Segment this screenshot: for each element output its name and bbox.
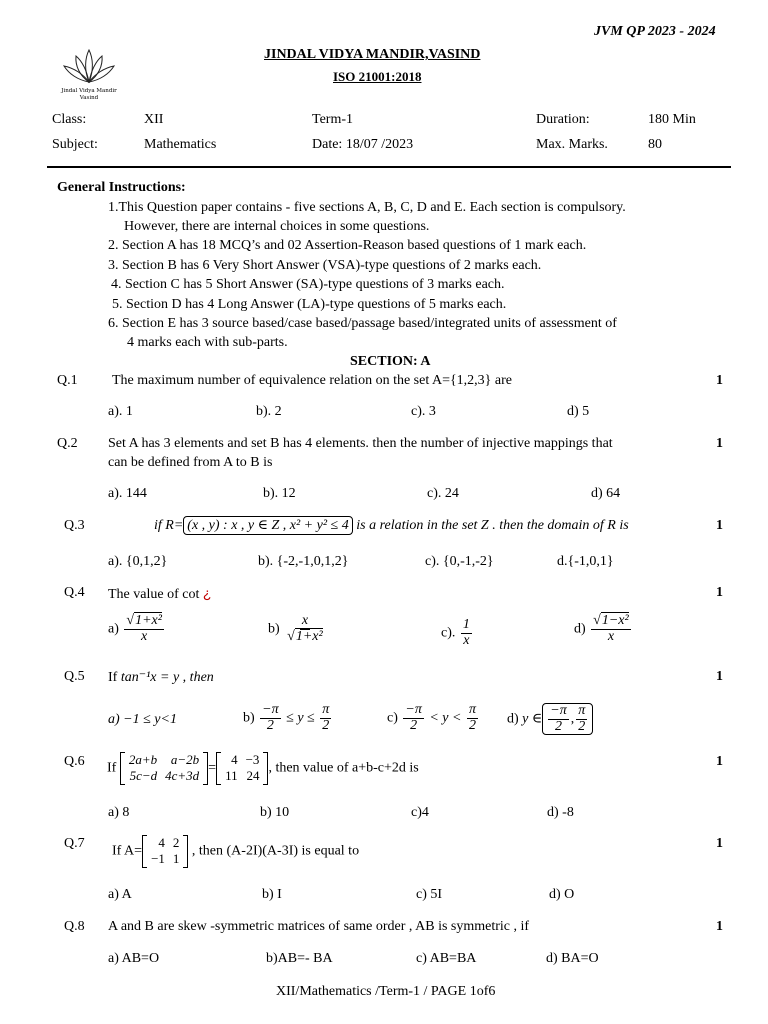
q8-number: Q.8: [64, 919, 85, 934]
q5-number: Q.5: [64, 669, 85, 684]
q8-text: A and B are skew -symmetric matrices of same order , AB is symmetric , if: [108, 919, 530, 934]
instruction-1: 1.This Question paper contains - five sections A, B, C, D and E. Each section is compulsory.: [108, 200, 626, 215]
q2-text-1: Set A has 3 elements and set B has 4 elements. then the number of injective mappings that: [108, 436, 613, 451]
q3-suffix: is a relation in the set Z . then the domain of R is: [356, 518, 629, 533]
q5-option-d: d) y ∈ $\frac{-\pi}{2}$ , $\frac{\pi}{2}$: [507, 703, 593, 735]
q5-mark: 1: [716, 669, 723, 684]
subject-value: Mathematics: [144, 137, 217, 152]
q2-option-b: b). 12: [263, 486, 296, 501]
instruction-1b: However, there are internal choices in some questions.: [124, 219, 430, 234]
q2-option-c: c). 24: [427, 486, 459, 501]
school-logo: [54, 46, 124, 104]
q4-c-denominator: x: [463, 632, 470, 648]
q5-option-b: b) $\frac{-\pi}{2}$ ≤ y ≤ $\frac{\pi}{2}$: [243, 702, 330, 733]
q8-option-a: a) AB=O: [108, 951, 160, 966]
q4-a-numerator: 1+x²: [135, 613, 162, 628]
q6-m2-cell: −3: [245, 752, 260, 767]
q3-option-a: a). {0,1,2}: [108, 554, 168, 569]
q5-text: [108, 669, 214, 686]
q4-c-numerator: 1: [462, 617, 470, 632]
q6-matrix-left: [120, 752, 208, 785]
q5-option-b-label: b): [243, 710, 255, 726]
q7-m-cell: 2: [172, 835, 180, 850]
q7-mark: 1: [716, 836, 723, 851]
q2-number: Q.2: [57, 436, 78, 451]
q2-text-2: can be defined from A to B is: [108, 455, 273, 470]
q6-m1-cell: 4c+3d: [165, 768, 200, 784]
q5-if: If: [108, 670, 118, 685]
q7-m-cell: 4: [158, 835, 165, 850]
q7-text: , then (A-2I)(A-3I) is equal to: [191, 843, 360, 859]
q3-option-d: d.{-1,0,1}: [557, 554, 614, 569]
q4-b-denominator: 1+x²: [295, 628, 323, 644]
instruction-2: 2. Section A has 18 MCQ’s and 02 Assertion-Reason based questions of 1 mark each.: [108, 238, 587, 253]
class-label: Class:: [52, 112, 87, 127]
q3-statement: [154, 516, 629, 535]
date-label: Date: 18/07 /2023: [312, 137, 414, 152]
q6-statement: If 2a+b a−2b 5c−d 4c+3d = 4 −3 11 24 , then value of a+b-c+2d is: [107, 752, 419, 784]
logo-text-2: Vasind: [79, 95, 99, 101]
instructions-title: General Instructions:: [57, 180, 186, 195]
q1-mark: 1: [716, 373, 723, 388]
q7-option-b: b) I: [262, 887, 282, 902]
q3-number: Q.3: [64, 518, 85, 533]
q7-m-cell: 1: [172, 851, 180, 867]
q7-statement: [112, 835, 359, 868]
q3-prefix: if R=: [154, 518, 184, 533]
q2-mark: 1: [716, 436, 723, 451]
header-divider: [47, 166, 731, 168]
q4-d-denominator: x: [607, 628, 615, 644]
q6-m1-cell: 5c−d: [129, 768, 158, 784]
page-footer: XII/Mathematics /Term-1 / PAGE 1of6: [276, 984, 496, 999]
duration-value: 180 Min: [648, 112, 696, 127]
q6-m2-cell: 11: [225, 768, 238, 784]
q6-option-c: c)4: [411, 805, 429, 820]
q2-option-d: d) 64: [591, 486, 621, 501]
q3-set: (x , y) : x , y ∈ Z , x² + y² ≤ 4: [183, 516, 352, 535]
q1-option-c: c). 3: [411, 404, 436, 419]
q3-option-b: b). {-2,-1,0,1,2}: [258, 554, 349, 569]
q6-m2-cell: 4: [231, 752, 238, 767]
q1-number: Q.1: [57, 373, 78, 388]
q1-text: The maximum number of equivalence relation on the set A={1,2,3} are: [112, 373, 512, 388]
q6-mark: 1: [716, 754, 723, 769]
q8-option-b: b)AB=- BA: [266, 951, 333, 966]
q4-option-a-label: a): [108, 621, 119, 637]
iso-label: ISO 21001:2018: [333, 69, 422, 84]
q6-if: If: [107, 760, 117, 776]
q4-glyph: ¿: [202, 585, 212, 601]
q4-text: [108, 585, 211, 603]
q3-option-c: c). {0,-1,-2}: [425, 554, 494, 569]
q8-option-c: c) AB=BA: [416, 951, 477, 966]
instruction-6b: 4 marks each with sub-parts.: [127, 335, 288, 350]
q6-option-d: d) -8: [547, 805, 574, 820]
q4-mark: 1: [716, 585, 723, 600]
q8-mark: 1: [716, 919, 723, 934]
q4-option-b: b) $\frac{x}{\text{√1+x²}}$: [268, 613, 323, 644]
q7-if: If A=: [112, 843, 143, 859]
instruction-6: 6. Section E has 3 source based/case based/passage based/integrated units of assessment of: [108, 316, 617, 331]
q1-option-d: d) 5: [567, 404, 590, 419]
q6-option-a: a) 8: [108, 805, 130, 820]
q3-mark: 1: [716, 518, 723, 533]
q7-option-c: c) 5I: [416, 887, 443, 902]
q4-text-label: The value of cot: [108, 587, 200, 602]
school-name: JINDAL VIDYA MANDIR,VASIND: [264, 47, 481, 62]
instruction-5: 5. Section D has 4 Long Answer (LA)-type questions of 5 marks each.: [112, 297, 507, 312]
logo-text-1: Jindal Vidya Mandir: [61, 88, 117, 94]
q8-option-d: d) BA=O: [546, 951, 599, 966]
q4-option-c-label: c).: [441, 625, 456, 641]
q5-expression: tan⁻¹x = y , then: [120, 670, 214, 685]
section-title: SECTION: A: [350, 354, 431, 369]
q4-b-numerator: x: [301, 613, 309, 628]
q7-option-a: a) A: [108, 887, 132, 902]
q5-option-d-label: d): [507, 711, 519, 727]
q4-number: Q.4: [64, 585, 85, 600]
q7-matrix: [142, 835, 188, 868]
q4-option-a: a) $\frac{\text{√1+x²}}{x}$: [108, 613, 162, 644]
q4-option-d-label: d): [574, 621, 586, 637]
q5-option-a: a) −1 ≤ y<1: [108, 712, 177, 727]
instruction-3: 3. Section B has 6 Very Short Answer (VSA)-type questions of 2 marks each.: [108, 258, 542, 273]
max-marks-label: Max. Marks.: [536, 137, 608, 152]
q2-option-a: a). 144: [108, 486, 147, 501]
q4-option-b-label: b): [268, 621, 280, 637]
max-marks-value: 80: [648, 137, 662, 152]
q4-option-d: d) $\frac{\text{√1−x²}}{x}$: [574, 613, 629, 644]
class-value: XII: [144, 112, 164, 127]
q7-number: Q.7: [64, 836, 85, 851]
q4-a-denominator: x: [141, 628, 148, 644]
q4-option-c: [441, 618, 474, 648]
q4-d-numerator: 1−x²: [601, 613, 629, 628]
q6-m1-cell: a−2b: [170, 752, 200, 767]
instruction-4: 4. Section C has 5 Short Answer (SA)-type questions of 3 marks each.: [111, 277, 505, 292]
subject-label: Subject:: [52, 137, 98, 152]
paper-code: JVM QP 2023 - 2024: [594, 24, 716, 39]
q6-m1-cell: 2a+b: [128, 752, 158, 767]
q1-option-a: a). 1: [108, 404, 133, 419]
q6-option-b: b) 10: [260, 805, 290, 820]
term-label: Term-1: [312, 112, 354, 127]
q6-number: Q.6: [64, 754, 85, 769]
q5-option-c: c) $\frac{-\pi}{2}$ < y < $\frac{\pi}{2}$: [387, 702, 476, 733]
q5-option-c-label: c): [387, 710, 398, 726]
q6-text: , then value of a+b-c+2d is: [268, 760, 419, 776]
duration-label: Duration:: [536, 112, 590, 127]
q6-matrix-right: [216, 752, 268, 785]
q6-m2-cell: 24: [246, 768, 260, 784]
q7-option-d: d) O: [549, 887, 575, 902]
q1-option-b: b). 2: [256, 404, 282, 419]
q7-m-cell: −1: [151, 851, 165, 867]
